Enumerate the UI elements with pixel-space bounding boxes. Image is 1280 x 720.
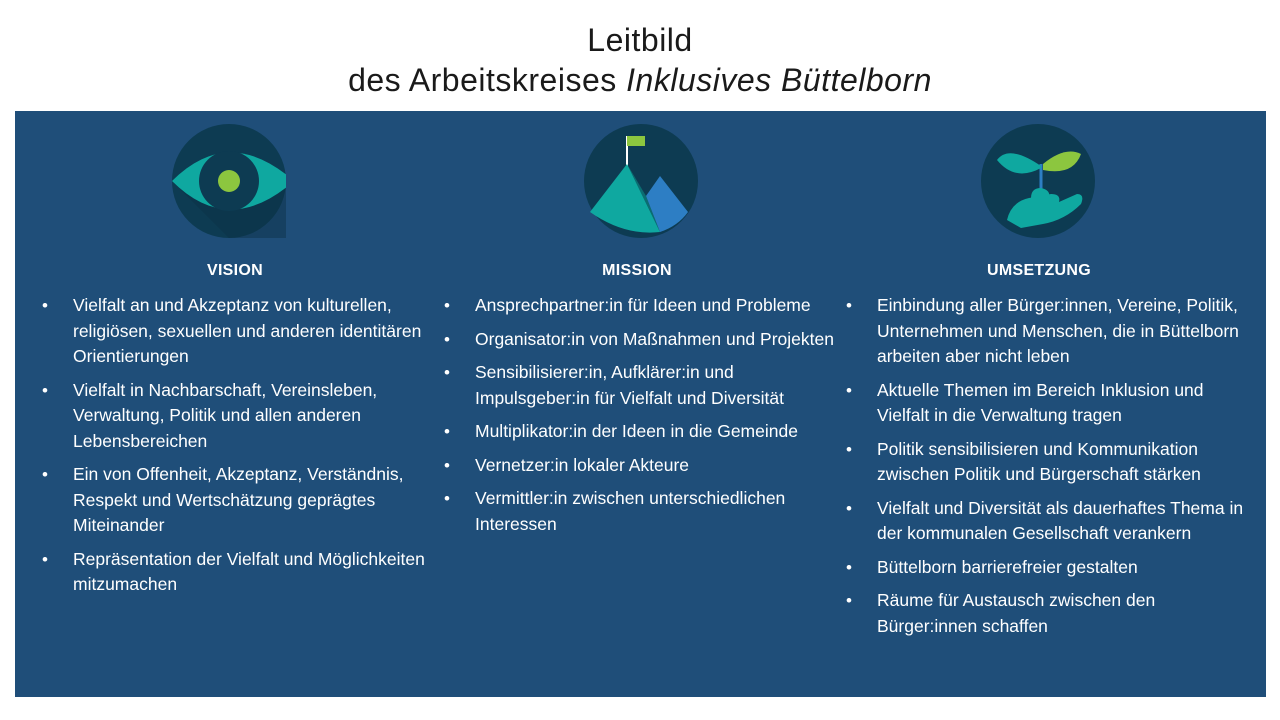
umsetzung-heading: UMSETZUNG (986, 262, 1092, 279)
list-item: • Vernetzer:in lokaler Akteure (442, 453, 837, 479)
list-item: • Räume für Austausch zwischen den Bürger:innen schaffen (844, 588, 1254, 639)
list-item: • Einbindung aller Bürger:innen, Vereine, Politik, Unternehmen und Menschen, die in Büttelborn arbeiten aber nicht leben (844, 293, 1254, 370)
slide-title: Leitbild (587, 22, 693, 58)
list-item: • Vielfalt in Nachbarschaft, Vereinsleben, Verwaltung, Politik und allen anderen Lebensbereichen (40, 378, 435, 455)
list-item: • Sensibilisierer:in, Aufklärer:in und Impulsgeber:in für Vielfalt und Diversität (442, 360, 837, 411)
list-item: • Vielfalt an und Akzeptanz von kulturellen, religiösen, sexuellen und anderen identitären Orientierungen (40, 293, 435, 370)
list-item: • Ansprechpartner:in für Ideen und Probleme (442, 293, 837, 319)
list-item: • Organisator:in von Maßnahmen und Projekten (442, 327, 837, 353)
eye-icon (172, 124, 286, 238)
slide-subtitle (0, 62, 1280, 99)
list-item: • Büttelborn barrierefreier gestalten (844, 555, 1254, 581)
list-item: • Ein von Offenheit, Akzeptanz, Verständnis, Respekt und Wertschätzung geprägtes Miteinander (40, 462, 435, 539)
list-item: • Vielfalt und Diversität als dauerhaftes Thema in der kommunalen Gesellschaft verankern (844, 496, 1254, 547)
mission-list (442, 293, 837, 545)
mountain-flag-icon (584, 124, 698, 238)
umsetzung-column (844, 111, 1254, 697)
subtitle-group-name: Inklusives Büttelborn (626, 62, 932, 98)
list-item: • Vermittler:in zwischen unterschiedlichen Interessen (442, 486, 837, 537)
hand-seedling-icon (981, 124, 1095, 238)
vision-list (40, 293, 435, 606)
vision-column (40, 111, 435, 697)
umsetzung-list (844, 293, 1254, 647)
list-item: • Repräsentation der Vielfalt und Möglichkeiten mitzumachen (40, 547, 435, 598)
vision-heading: VISION (206, 262, 264, 279)
content-panel (15, 111, 1266, 697)
mission-heading: MISSION (602, 262, 672, 279)
subtitle-prefix: des Arbeitskreises (348, 62, 627, 98)
list-item: • Aktuelle Themen im Bereich Inklusion und Vielfalt in die Verwaltung tragen (844, 378, 1254, 429)
mission-column (442, 111, 837, 697)
list-item: • Multiplikator:in der Ideen in die Gemeinde (442, 419, 837, 445)
list-item: • Politik sensibilisieren und Kommunikation zwischen Politik und Bürgerschaft stärken (844, 437, 1254, 488)
